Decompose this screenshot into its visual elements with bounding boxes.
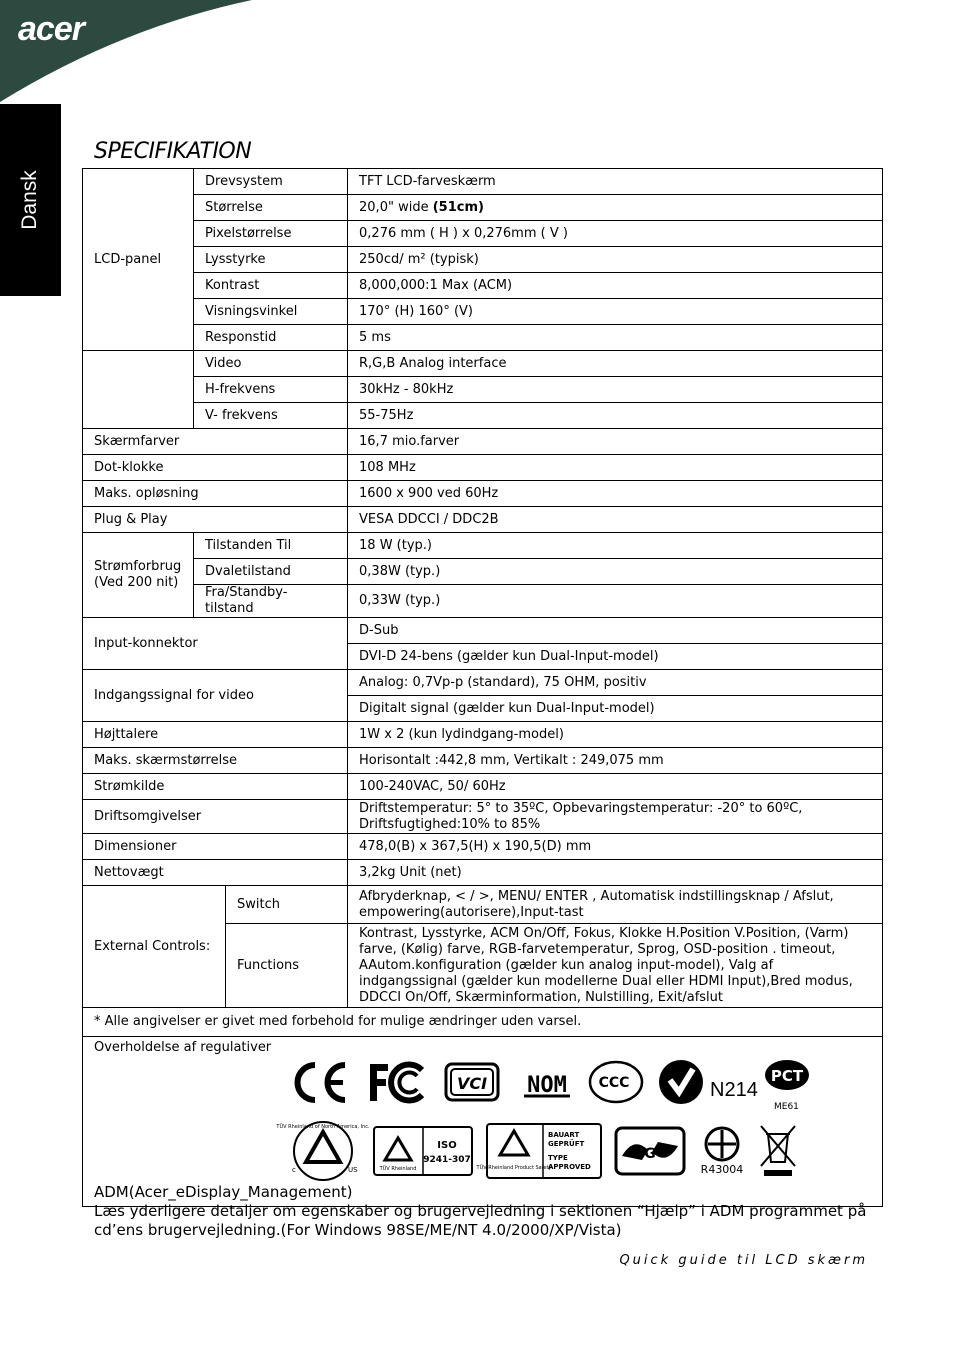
iso-icon [373,1126,473,1176]
spec-value: 478,0(B) x 367,5(H) x 190,5(D) mm [348,834,883,860]
spec-label: Skærmfarver [83,429,348,455]
spec-label: Driftsomgivelser [83,800,348,834]
regulatory-label: Overholdelse af regulativer [94,1040,272,1055]
table-row [83,774,883,800]
me61-mark: ME61 [774,1102,799,1112]
table-row [83,169,883,195]
table-row [83,455,883,481]
table-row [83,800,883,834]
approved-text: APPROVED [548,1163,591,1171]
spec-value: 108 MHz [348,455,883,481]
spec-value: Digitalt signal (gælder kun Dual-Input-model) [348,696,883,722]
spec-value: 1600 x 900 ved 60Hz [348,481,883,507]
spec-label: Pixelstørrelse [194,221,348,247]
table-row [83,722,883,748]
table-row [83,585,883,618]
spec-value: Horisontalt :442,8 mm, Vertikalt : 249,075 mm [348,748,883,774]
spec-value: 100-240VAC, 50/ 60Hz [348,774,883,800]
spec-value: 18 W (typ.) [348,533,883,559]
table-row [83,886,883,924]
spec-value: Afbryderknap, < / >, MENU/ ENTER , Automatisk indstillingsknap / Afslut, empowering(autorisere),Input-tast [348,886,883,924]
weee-bin-icon [758,1122,798,1178]
table-row [83,1037,883,1207]
spec-value: 0,33W (typ.) [348,585,883,618]
table-row [83,325,883,351]
spec-value: 170° (H) 160° (V) [348,299,883,325]
spec-label: Nettovægt [83,860,348,886]
drift-line: Driftstemperatur: 5° to 35ºC, Opbevaringstemperatur: -20° to 60ºC, [359,800,803,816]
pct-text: PCT [770,1067,804,1085]
spec-value: D-Sub [348,618,883,644]
ccc-icon [588,1060,644,1104]
header-band [0,0,252,102]
iso-tuv-text: TÜV Rheinland [379,1166,417,1172]
spec-value: 0,276 mm ( H ) x 0,276mm ( V ) [348,221,883,247]
spec-value: 8,000,000:1 Max (ACM) [348,273,883,299]
spec-value: Analog: 0,7Vp-p (standard), 75 OHM, positiv [348,670,883,696]
language-tab [0,104,61,296]
regulatory-cell [83,1037,883,1207]
iso-text: ISO [437,1140,457,1151]
spec-value: 30kHz - 80kHz [348,377,883,403]
table-row [83,834,883,860]
spec-value: VESA DDCCI / DDC2B [348,507,883,533]
vci-text: VCI [456,1074,488,1093]
power-label [83,533,194,618]
spec-value: 250cd/ m² (typisk) [348,247,883,273]
table-row [83,618,883,644]
ccc-text: CCC [598,1075,630,1091]
spec-label: Størrelse [194,195,348,221]
spec-value: 3,2kg Unit (net) [348,860,883,886]
table-row [83,377,883,403]
spec-label: Lysstyrke [194,247,348,273]
table-row [83,247,883,273]
spec-value [348,195,883,221]
power-label-line: Strømforbrug [94,559,182,574]
spec-label: H-frekvens [194,377,348,403]
spec-label: Strømkilde [83,774,348,800]
spec-label: Visningsvinkel [194,299,348,325]
spec-value: 55-75Hz [348,403,883,429]
fc-text: FC [395,1090,397,1091]
language-label: Dansk [18,170,41,230]
rohs-icon [699,1126,745,1176]
table-row [83,403,883,429]
tuv-bauart-icon [476,1123,602,1179]
table-row [83,559,883,585]
spec-label: Fra/Standby-tilstand [194,585,348,618]
spec-value: R,G,B Analog interface [348,351,883,377]
spec-label: Indgangssignal for video [83,670,348,722]
tuv-ps-text: TÜV Rheinland Product Safety [476,1165,552,1171]
spec-label: Højttalere [83,722,348,748]
fc-icon [366,1060,428,1105]
empty-cell [83,351,194,429]
spec-value: 1W x 2 (kun lydindgang-model) [348,722,883,748]
vci-icon [444,1062,500,1102]
spec-label: Maks. opløsning [83,481,348,507]
spec-label: Responstid [194,325,348,351]
spec-value: TFT LCD-farveskærm [348,169,883,195]
table-row [83,351,883,377]
n214-mark: N214 [710,1079,758,1101]
spec-value: 0,38W (typ.) [348,559,883,585]
tuv-na-text: TÜV Rheinland of North America, Inc. [276,1124,370,1130]
spec-table [82,168,883,1207]
spec-label: Dot-klokke [83,455,348,481]
size-value: 20,0" wide [359,199,433,215]
checkmark-cert-icon [657,1058,705,1106]
spec-label: Plug & Play [83,507,348,533]
spec-value: Kontrast, Lysstyrke, ACM On/Off, Fokus, Klokke H.Position V.Position, (Varm) farve, (Kølig) farve, RGB-farvetemperatur, Sprog, OSD-position . timeout, AAutom.konfiguration (gælder kun analog input-model), Valg af indgangssignal (gælder kun modellerne Dual eller HDMI Input),Bred modus, DDCCI On/Off, Skærminformation, Nulstilling, Exit/afslut [348,924,883,1008]
spec-label: Dimensioner [83,834,348,860]
footer: Quick guide til LCD skærm [619,1253,868,1268]
spec-value: 16,7 mio.farver [348,429,883,455]
adm-title: ADM(Acer_eDisplay_Management) [94,1183,353,1201]
ce-icon [289,1060,349,1105]
spec-value [348,800,883,834]
iso-num-text: 9241-307 [423,1155,471,1165]
drift-line: Driftsfugtighed:10% to 85% [359,816,541,832]
tuv-us-text: US [348,1166,358,1174]
power-label-line: (Ved 200 nit) [94,575,179,590]
spec-label: Kontrast [194,273,348,299]
bauart-text: BAUART [548,1131,580,1139]
table-row [83,1008,883,1037]
acer-logo: acer [18,10,84,48]
page-title: SPECIFIKATION [94,139,252,164]
spec-label: Input-konnektor [83,618,348,670]
nom-text: NOM [527,1073,567,1098]
tuv-na-icon [276,1118,370,1184]
nom-icon [522,1062,572,1102]
spec-value: DVI-D 24-bens (gælder kun Dual-Input-model) [348,644,883,670]
spec-label: Switch [226,886,348,924]
spec-label: Functions [226,924,348,1008]
table-row [83,429,883,455]
note: * Alle angivelser er givet med forbehold for mulige ændringer uden varsel. [83,1008,883,1037]
table-row [83,670,883,696]
spec-label: V- frekvens [194,403,348,429]
spec-label: Drevsystem [194,169,348,195]
spec-value: 5 ms [348,325,883,351]
table-row [83,195,883,221]
table-row [83,533,883,559]
spec-label: Dvaletilstand [194,559,348,585]
tuv-c-text: c [292,1166,296,1174]
g-mark-icon [614,1126,686,1176]
adm-text: Læs yderligere detaljer om egenskaber og brugervejledning i sektionen “Hjælp” i ADM programmet på cd’ens brugervejledning.(For Windows 98SE/ME/NT 4.0/2000/XP/Vista) [94,1202,867,1239]
adm-section [94,1183,884,1240]
gepruft-text: GEPRÜFT [548,1140,585,1148]
lcd-panel-label: LCD-panel [83,169,194,351]
ce-text: CE [318,1090,320,1091]
table-row [83,860,883,886]
spec-label: Video [194,351,348,377]
g-text: G [644,1146,656,1162]
table-row [83,273,883,299]
table-row [83,299,883,325]
type-text: TYPE [548,1154,568,1162]
pct-icon [762,1058,812,1092]
table-row [83,221,883,247]
size-cm: (51cm) [432,199,484,215]
spec-label: Tilstanden Til [194,533,348,559]
spec-label: External Controls: [83,886,226,1008]
spec-label: Maks. skærmstørrelse [83,748,348,774]
table-row [83,748,883,774]
table-row [83,481,883,507]
r43004-text: R43004 [700,1163,744,1176]
table-row [83,507,883,533]
